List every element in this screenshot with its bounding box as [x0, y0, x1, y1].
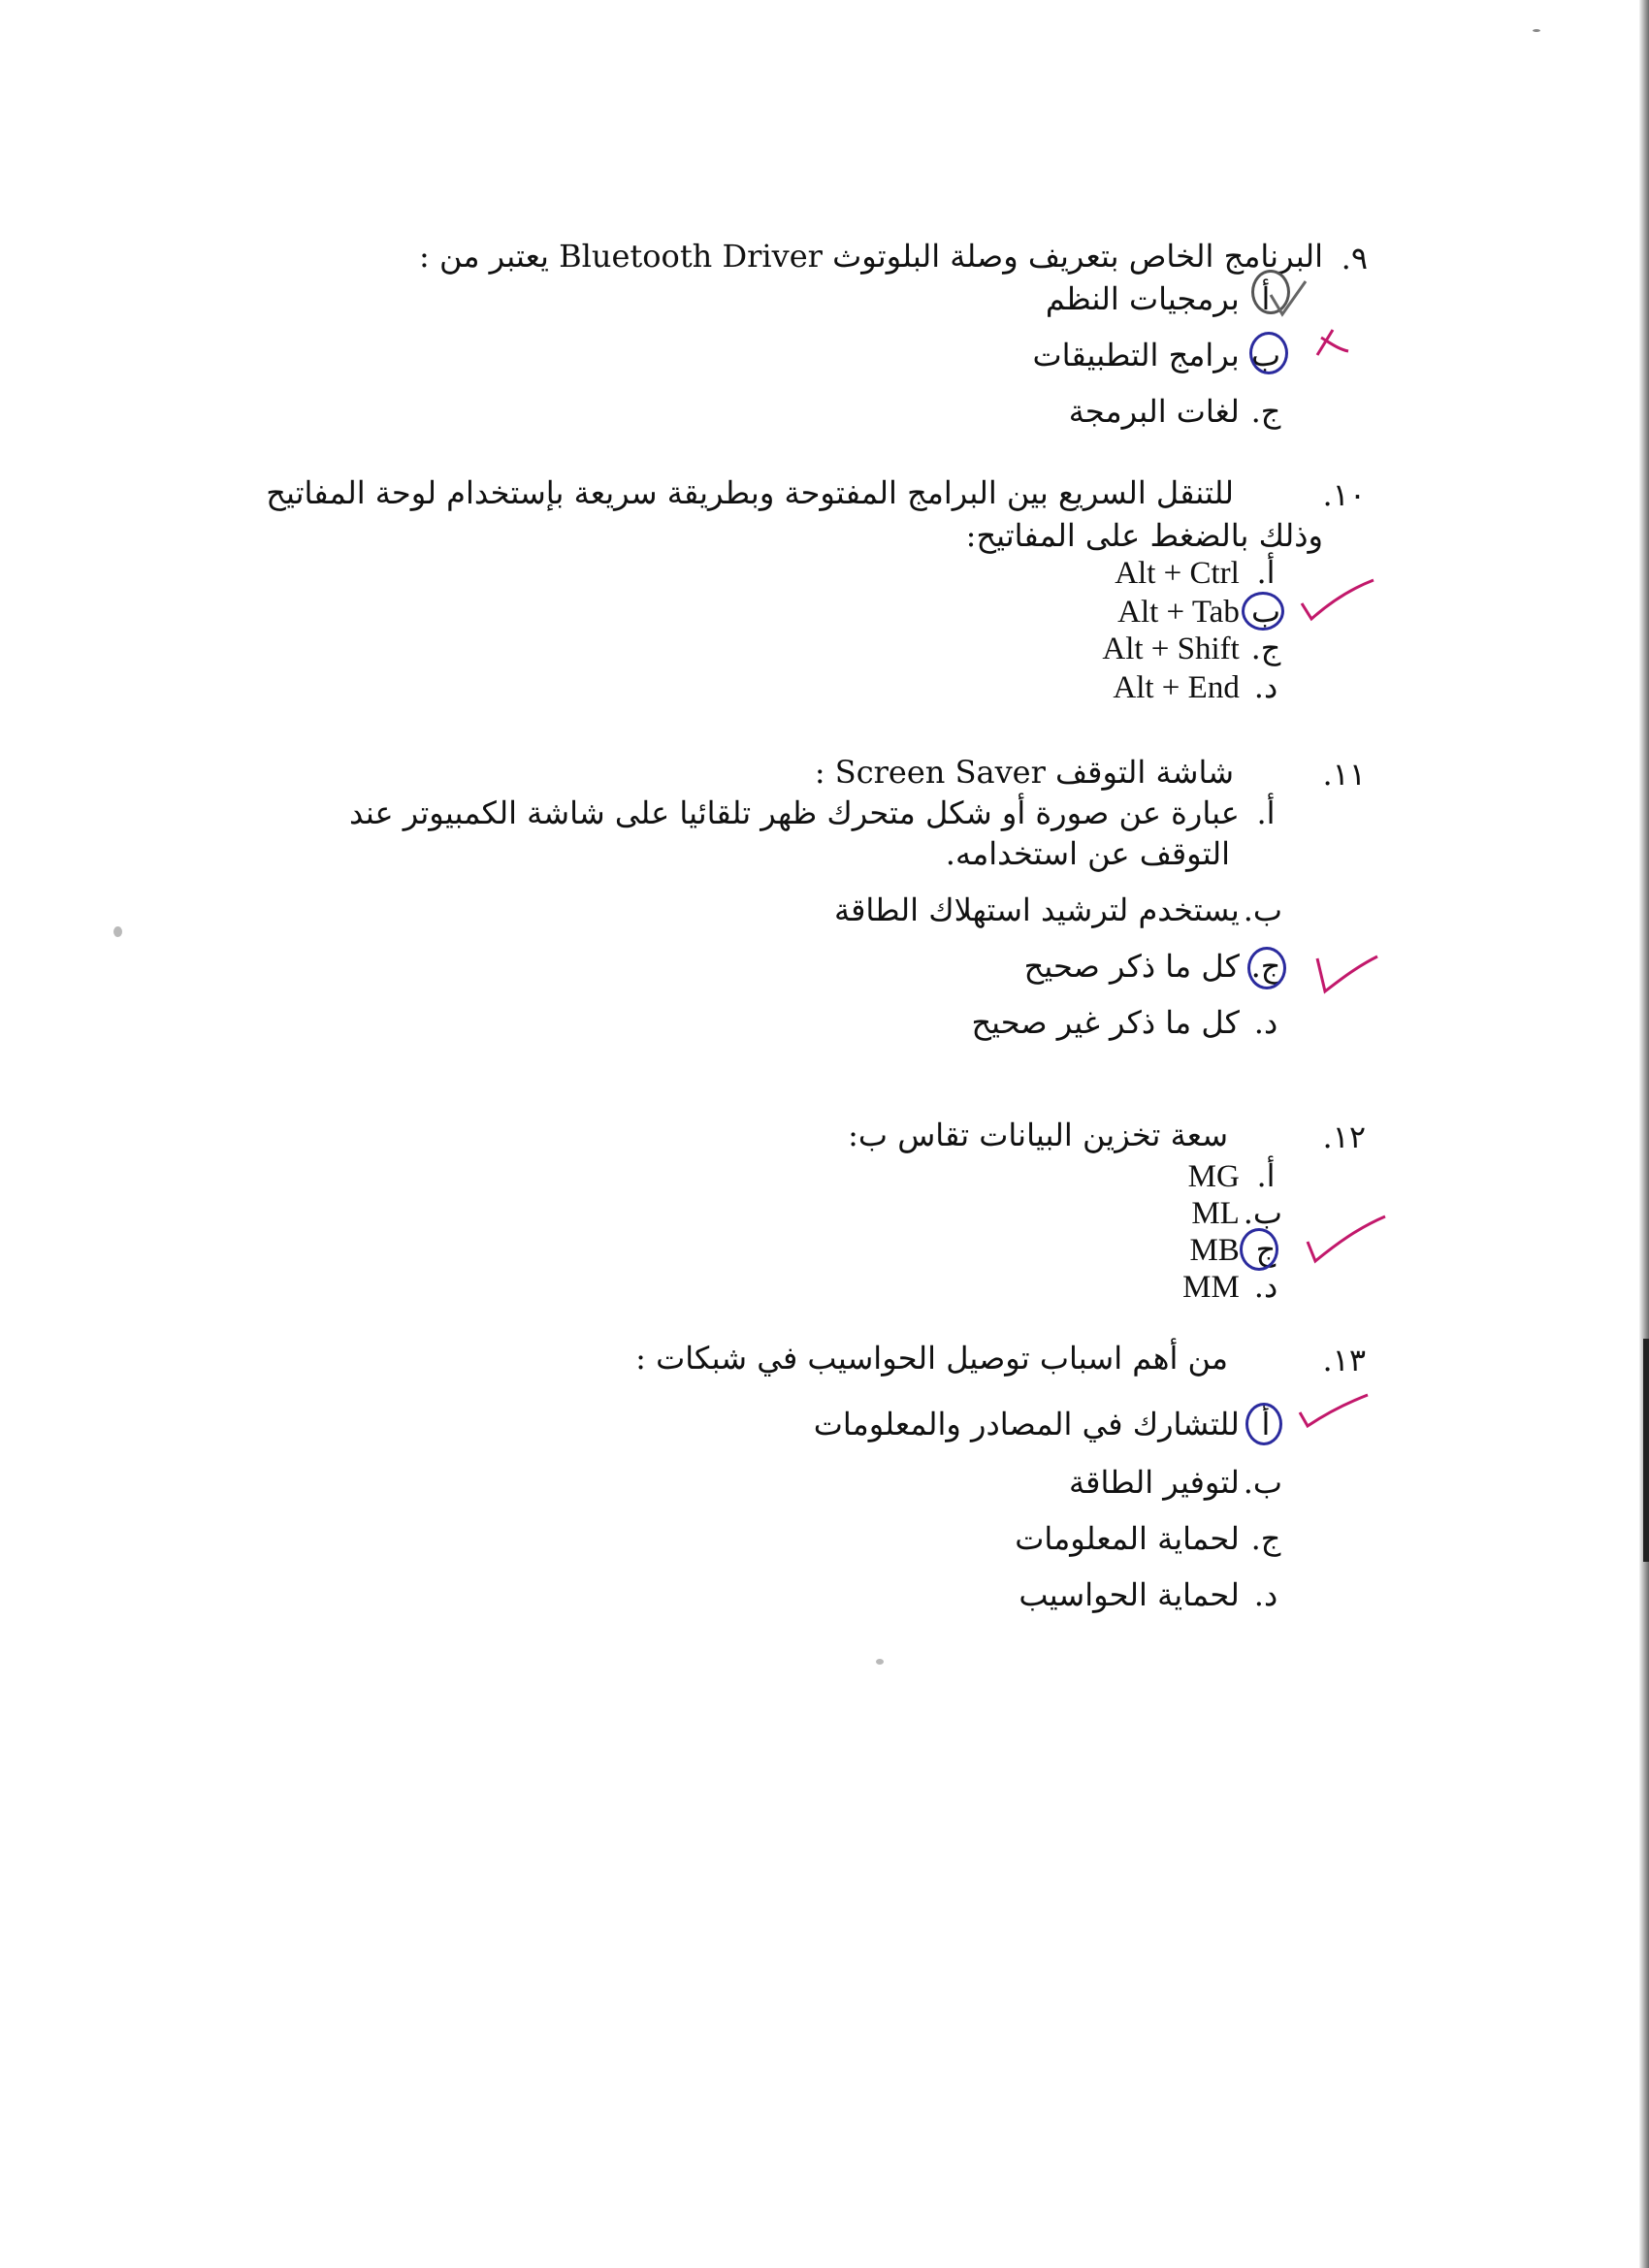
question-text: البرنامج الخاص بتعريف وصلة البلوتوث Bluetooth Driver يعتبر من : [419, 238, 1323, 275]
option-b [1069, 1464, 1282, 1501]
answer-circle [1242, 592, 1284, 631]
option-letter: أ [1261, 280, 1271, 317]
option-letter: د. [1253, 1268, 1278, 1305]
question-number: ١٢. [1322, 1118, 1366, 1155]
option-text: Alt + Shift [1102, 632, 1240, 666]
question-text-line-1: للتنقل السريع بين البرامج المفتوحة وبطريقة سريعة بإستخدام لوحة المفاتيح [266, 474, 1234, 511]
option-b [1191, 1194, 1282, 1231]
option-letter: ب. [1243, 891, 1282, 928]
option-letter: د. [1253, 668, 1278, 705]
option-text: برمجيات النظم [1045, 280, 1240, 317]
scan-speck [876, 1659, 884, 1665]
option-d [971, 1004, 1282, 1041]
option-letter: ج. [1250, 630, 1281, 666]
option-text-line-1: عبارة عن صورة أو شكل متحرك ظهر تلقائيا على شاشة الكمبيوتر عند [349, 794, 1240, 831]
option-text: Alt + Ctrl [1115, 556, 1240, 591]
option-text: Alt + End [1113, 670, 1240, 705]
option-text: MM [1182, 1270, 1240, 1305]
option-letter: ب [1250, 337, 1281, 373]
option-d [1018, 1576, 1282, 1613]
x-mark-icon [1313, 328, 1350, 359]
option-b [833, 891, 1282, 928]
scanned-page-edge [1639, 0, 1649, 2268]
option-letter: أ. [1256, 1157, 1276, 1194]
option-b [1032, 337, 1282, 373]
question-number: ١١. [1322, 756, 1366, 793]
option-text: لحماية المعلومات [1015, 1520, 1240, 1557]
option-d [1113, 668, 1282, 705]
option-text-line-2: التوقف عن استخدامه. [945, 835, 1230, 872]
option-d [1182, 1268, 1282, 1305]
option-text: لتوفير الطاقة [1069, 1464, 1240, 1501]
question-text: من أهم اسباب توصيل الحواسيب في شبكات : [635, 1340, 1228, 1377]
checkmark-icon [1269, 277, 1308, 320]
question-number: ٩. [1341, 240, 1368, 276]
checkmark-icon [1315, 951, 1379, 995]
option-letter: د. [1253, 1576, 1278, 1613]
option-a [813, 1406, 1282, 1442]
question-text: سعة تخزين البيانات تقاس ب: [848, 1117, 1228, 1153]
option-text: كل ما ذكر غير صحيح [971, 1004, 1240, 1041]
answer-circle [1247, 947, 1286, 989]
option-letter: ب [1250, 593, 1281, 630]
option-letter: أ. [1256, 794, 1276, 831]
option-letter: أ [1261, 1406, 1271, 1442]
option-c [1023, 948, 1282, 985]
option-letter: ب. [1243, 1464, 1282, 1501]
option-c [1015, 1520, 1282, 1557]
option-c [1068, 393, 1282, 430]
checkmark-icon [1298, 1393, 1370, 1430]
option-text: MG [1187, 1159, 1240, 1194]
question-text: شاشة التوقف Screen Saver : [814, 754, 1234, 791]
option-text: لغات البرمجة [1068, 393, 1240, 430]
checkmark-icon [1306, 1213, 1387, 1265]
option-a [349, 794, 1282, 831]
checkmark-icon [1300, 574, 1375, 623]
option-a [1045, 280, 1282, 317]
option-letter: أ. [1256, 554, 1276, 591]
option-a [1115, 554, 1282, 591]
answer-circle [1240, 1228, 1278, 1271]
scanned-page-edge-shadow [1643, 1339, 1649, 1562]
option-text: لحماية الحواسيب [1018, 1576, 1240, 1613]
option-a [1187, 1157, 1282, 1194]
option-c [1102, 632, 1282, 665]
question-text-line-2: وذلك بالضغط على المفاتيح: [965, 517, 1323, 554]
scan-speck [113, 926, 122, 937]
option-text: MB [1189, 1233, 1240, 1268]
option-text: Alt + Tab [1117, 595, 1240, 630]
option-letter: ج [1255, 1231, 1277, 1268]
option-text: برامج التطبيقات [1032, 337, 1240, 373]
question-number: ١٠. [1322, 476, 1366, 513]
option-letter: ج. [1250, 1520, 1281, 1557]
option-letter: ب. [1243, 1194, 1282, 1231]
option-text: للتشارك في المصادر والمعلومات [813, 1406, 1240, 1442]
option-text: كل ما ذكر صحيح [1023, 948, 1240, 985]
answer-circle [1249, 332, 1288, 374]
question-number: ١٣. [1322, 1342, 1366, 1378]
scan-speck [1533, 29, 1540, 32]
option-letter: ج. [1250, 393, 1281, 430]
answer-circle [1245, 1403, 1282, 1445]
option-letter: د. [1253, 1004, 1278, 1041]
option-text: ML [1191, 1196, 1240, 1231]
option-letter: ج. [1250, 948, 1281, 985]
option-text: يستخدم لترشيد استهلاك الطاقة [833, 891, 1240, 928]
